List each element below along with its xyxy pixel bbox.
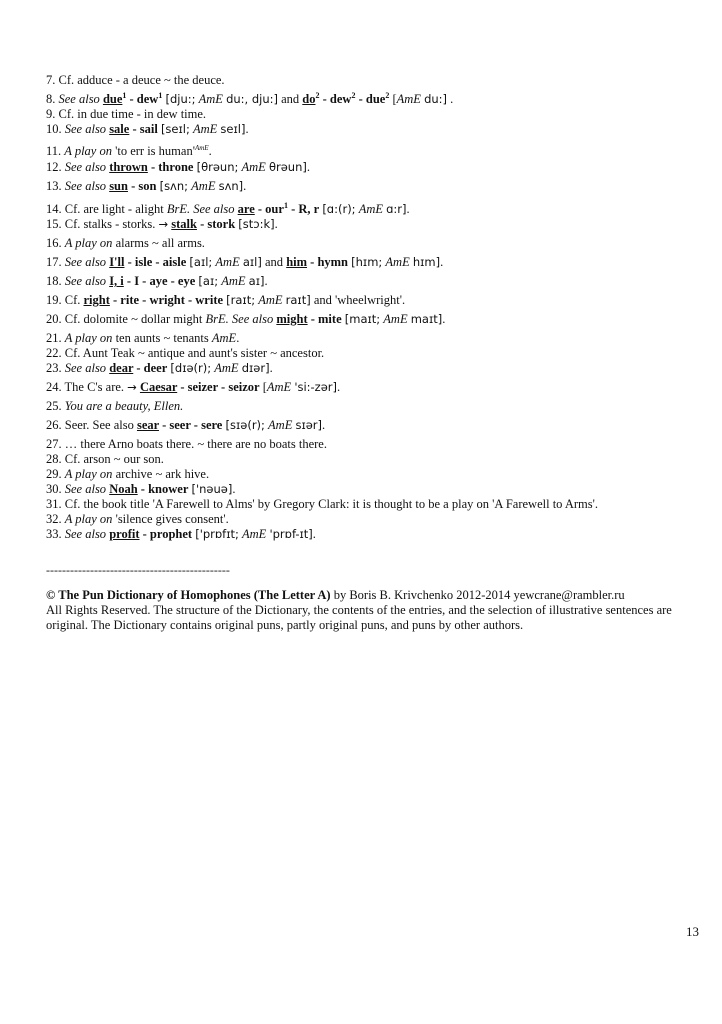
footnote-33: 33. See also profit - prophet ['prɒfɪt; AmE 'prɒf-ɪt].: [46, 527, 316, 541]
footnote-16: 16. A play on alarms ~ all arms.: [46, 236, 205, 250]
footnote-26: 26. Seer. See also sear - seer - sere [sɪə(r); AmE sɪər].: [46, 418, 326, 432]
footnote-21: 21. A play on ten aunts ~ tenants AmE.: [46, 331, 240, 345]
footnote-15: 15. Cf. stalks - storks. → stalk - stork [stɔ:k].: [46, 217, 278, 231]
footnote-22: 22. Cf. Aunt Teak ~ antique and aunt's sister ~ ancestor.: [46, 346, 325, 360]
footnote-25: 25. You are a beauty, Ellen.: [46, 399, 184, 413]
footnote-31: 31. Cf. the book title 'A Farewell to Alms' by Gregory Clark: it is thought to be a play on 'A Farewell to Arms'.: [46, 497, 599, 511]
footnote-32: 32. A play on 'silence gives consent'.: [46, 512, 229, 526]
rights-text: All Rights Reserved. The structure of the Dictionary, the contents of the entries, and the selection of illustrative sentences are original. The Dictionary contains original puns, partly original puns, and puns by other authors.: [46, 603, 672, 632]
footnote-30: 30. See also Noah - knower ['nəuə].: [46, 482, 236, 496]
footnote-7: 7. Cf. adduce - a deuce ~ the deuce.: [46, 73, 225, 87]
separator-line: ----------------------------------------------: [46, 563, 230, 577]
footnote-29: 29. A play on archive ~ ark hive.: [46, 467, 210, 481]
footnote-8: 8. See also due$^1$ - dew$^1$ [dju:; AmE du:, dju:] and $do^2 - dew^2 - due^2$ [AmE du:] .: [46, 91, 454, 107]
footnote-24: 24. The C's are. → Caesar - seizer - seizor [AmE 'si:-zər].: [46, 380, 341, 394]
footnote-13: 13. See also sun - son [sʌn; AmE sʌn].: [46, 179, 247, 193]
copyright-footer: [46, 588, 702, 633]
footnote-23: 23. See also dear - deer [dɪə(r); AmE dɪər].: [46, 361, 273, 375]
page-number: 13: [686, 924, 699, 939]
author-line: by Boris B. Krivchenko 2012-2014 yewcrane@rambler.ru: [330, 588, 625, 602]
footnote-20: 20. Cf. dolomite ~ dollar might BrE. See also might - mite [maɪt; AmE maɪt].: [46, 312, 446, 326]
footnotes-list: [46, 73, 706, 542]
footnote-28: 28. Cf. arson ~ our son.: [46, 452, 164, 466]
copyright-title: © The Pun Dictionary of Homophones (The Letter A): [46, 588, 331, 602]
footnote-17: 17. See also I'll - isle - aisle [aɪl; AmE aɪl] and him - hymn [hɪm; AmE hɪm].: [46, 255, 444, 269]
footnote-27: 27. … there Arno boats there. ~ there are no boats there.: [46, 437, 327, 451]
footnote-19: 19. Cf. right - rite - wright - write [raɪt; AmE raɪt] and 'wheelwright'.: [46, 293, 406, 307]
footnote-11: 11. A play on 'to err is $human'^{AmE}$.: [46, 144, 212, 159]
footnote-10: 10. See also sale - sail [seɪl; AmE seɪl].: [46, 122, 249, 136]
footnote-9: 9. Cf. in due time - in dew time.: [46, 107, 207, 121]
footnote-12: 12. See also thrown - throne [θrəun; AmE θrəun].: [46, 160, 310, 174]
footnote-18: 18. See also I, i - I - aye - eye [aɪ; AmE aɪ].: [46, 274, 268, 288]
footnote-14: 14. Cf. are light - alight BrE. See also are - our$^1$ - R, r [ɑ:(r); AmE ɑ:r].: [46, 201, 410, 217]
copyright-line: [46, 588, 702, 603]
